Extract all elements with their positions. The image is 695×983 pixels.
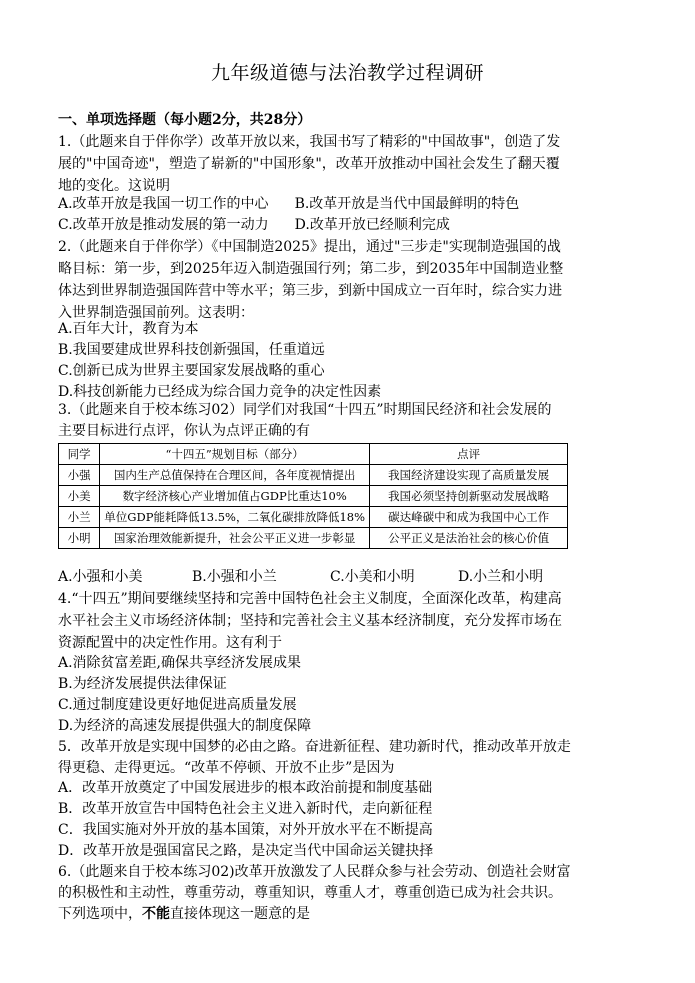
table-header-cell: 点评 xyxy=(370,444,568,465)
q3-option-d: D.小兰和小明 xyxy=(458,569,544,585)
section-heading: 一、单项选择题（每小题2分，共28分） xyxy=(58,112,312,128)
q6-emphasis: 不能 xyxy=(142,906,170,922)
q4-line3: 资源配置中的决定性作用。这有利于 xyxy=(58,635,282,651)
q3-option-a: A.小强和小美 xyxy=(58,569,143,585)
q2-line2: 略目标：第一步，到2025年迈入制造强国行列；第二步，到2035年中国制造业整 xyxy=(58,261,564,277)
q2-line4: 入世界制造强国前列。这表明： xyxy=(58,305,254,321)
q1-options-cd xyxy=(58,214,450,236)
q1-option-c: C.改革开放是推动发展的第一动力 xyxy=(58,217,269,233)
table-cell: 国家治理效能新提升，社会公平正义进一步彰显 xyxy=(100,528,370,549)
q5-option-a: A．改革开放奠定了中国发展进步的根本政治前提和制度基础 xyxy=(58,780,433,796)
page-title: 九年级道德与法治教学过程调研 xyxy=(210,62,484,84)
q3-option-c: C.小美和小明 xyxy=(330,569,415,585)
table-cell: 碳达峰碳中和成为我国中心工作 xyxy=(370,507,568,528)
q2-line3: 体达到世界制造强国阵营中等水平；第三步，到新中国成立一百年时，综合实力进 xyxy=(58,283,562,299)
q2-option-b: B.我国要建成世界科技创新强国，任重道远 xyxy=(58,342,325,358)
table-row xyxy=(59,465,568,486)
table-cell: 小美 xyxy=(59,486,100,507)
q4-line1: 4.“十四五”期间要继续坚持和完善中国特色社会主义制度，全面深化改革，构建高 xyxy=(58,591,562,607)
table-cell: 数字经济核心产业增加值占GDP比重达10% xyxy=(100,486,370,507)
q1-line2: 展的"中国奇迹"，塑造了崭新的"中国形象"，改革开放推动中国社会发生了翻天覆 xyxy=(58,156,560,172)
q6-line3 xyxy=(58,903,310,925)
q3-line2: 主要目标进行点评，你认为点评正确的有 xyxy=(58,423,310,439)
table-row xyxy=(59,528,568,549)
q4-option-b: B.为经济发展提供法律保证 xyxy=(58,676,227,692)
q3-option-b: B.小强和小兰 xyxy=(192,569,277,585)
q1-option-a: A.改革开放是我国一切工作的中心 xyxy=(58,196,269,212)
q4-line2: 水平社会主义市场经济体制；坚持和完善社会主义基本经济制度，充分发挥市场在 xyxy=(58,613,562,629)
table-cell: 我国经济建设实现了高质量发展 xyxy=(370,465,568,486)
table-row xyxy=(59,507,568,528)
table-cell: 公平正义是法治社会的核心价值 xyxy=(370,528,568,549)
q5-line2: 得更稳、走得更远。“改革不停顿、开放不止步”是因为 xyxy=(58,760,395,776)
table-cell: 小兰 xyxy=(59,507,100,528)
q2-line1: 2.（此题来自于伴你学）《中国制造2025》提出，通过"三步走"实现制造强国的战 xyxy=(58,239,561,255)
table-cell: 小强 xyxy=(59,465,100,486)
q3-options xyxy=(58,566,618,588)
q2-option-a: A.百年大计，教育为本 xyxy=(58,321,199,337)
q6-line1: 6.（此题来自于校本练习02)改革开放激发了人民群众参与社会劳动、创造社会财富 xyxy=(58,864,571,880)
q6-line2: 的积极性和主动性，尊重劳动，尊重知识，尊重人才，尊重创造已成为社会共识。 xyxy=(58,885,562,901)
table-row xyxy=(59,486,568,507)
q4-option-d: D.为经济的高速发展提供强大的制度保障 xyxy=(58,718,312,734)
table-cell: 单位GDP能耗降低13.5%，二氧化碳排放降低18% xyxy=(100,507,370,528)
q1-line1: 1.（此题来自于伴你学）改革开放以来，我国书写了精彩的"中国故事"，创造了发 xyxy=(58,134,561,150)
table-header-cell: 同学 xyxy=(59,444,100,465)
plan-table xyxy=(58,443,568,549)
q5-line1: 5．改革开放是实现中国梦的必由之路。奋进新征程、建功新时代，推动改革开放走 xyxy=(58,739,571,755)
q3-line1: 3.（此题来自于校本练习02）同学们对我国“十四五”时期国民经济和社会发展的 xyxy=(58,402,552,418)
q1-line3: 地的变化。这说明 xyxy=(58,178,170,194)
q1-option-d: D.改革开放已经顺利完成 xyxy=(294,217,450,233)
table-header-row xyxy=(59,444,568,465)
q5-option-b: B．改革开放宣告中国特色社会主义进入新时代，走向新征程 xyxy=(58,801,433,817)
table-header-cell: “十四五”规划目标（部分） xyxy=(100,444,370,465)
q1-option-b: B.改革开放是当代中国最鲜明的特色 xyxy=(294,196,520,212)
table-cell: 国内生产总值保持在合理区间，各年度视情提出 xyxy=(100,465,370,486)
q4-option-c: C.通过制度建设更好地促进高质量发展 xyxy=(58,697,297,713)
q6-line3-suffix: 直接体现这一题意的是 xyxy=(170,906,310,922)
q4-option-a: A.消除贫富差距,确保共享经济发展成果 xyxy=(58,655,302,671)
table-cell: 我国必须坚持创新驱动发展战略 xyxy=(370,486,568,507)
q2-option-d: D.科技创新能力已经成为综合国力竞争的决定性因素 xyxy=(58,384,382,400)
q2-option-c: C.创新已成为世界主要国家发展战略的重心 xyxy=(58,363,325,379)
table-cell: 小明 xyxy=(59,528,100,549)
q5-option-c: C．我国实施对外开放的基本国策，对外开放水平在不断提高 xyxy=(58,822,433,838)
q1-options-ab xyxy=(58,193,519,215)
q5-option-d: D．改革开放是强国富民之路，是决定当代中国命运关键抉择 xyxy=(58,843,434,859)
q6-line3-prefix: 下列选项中， xyxy=(58,906,142,922)
